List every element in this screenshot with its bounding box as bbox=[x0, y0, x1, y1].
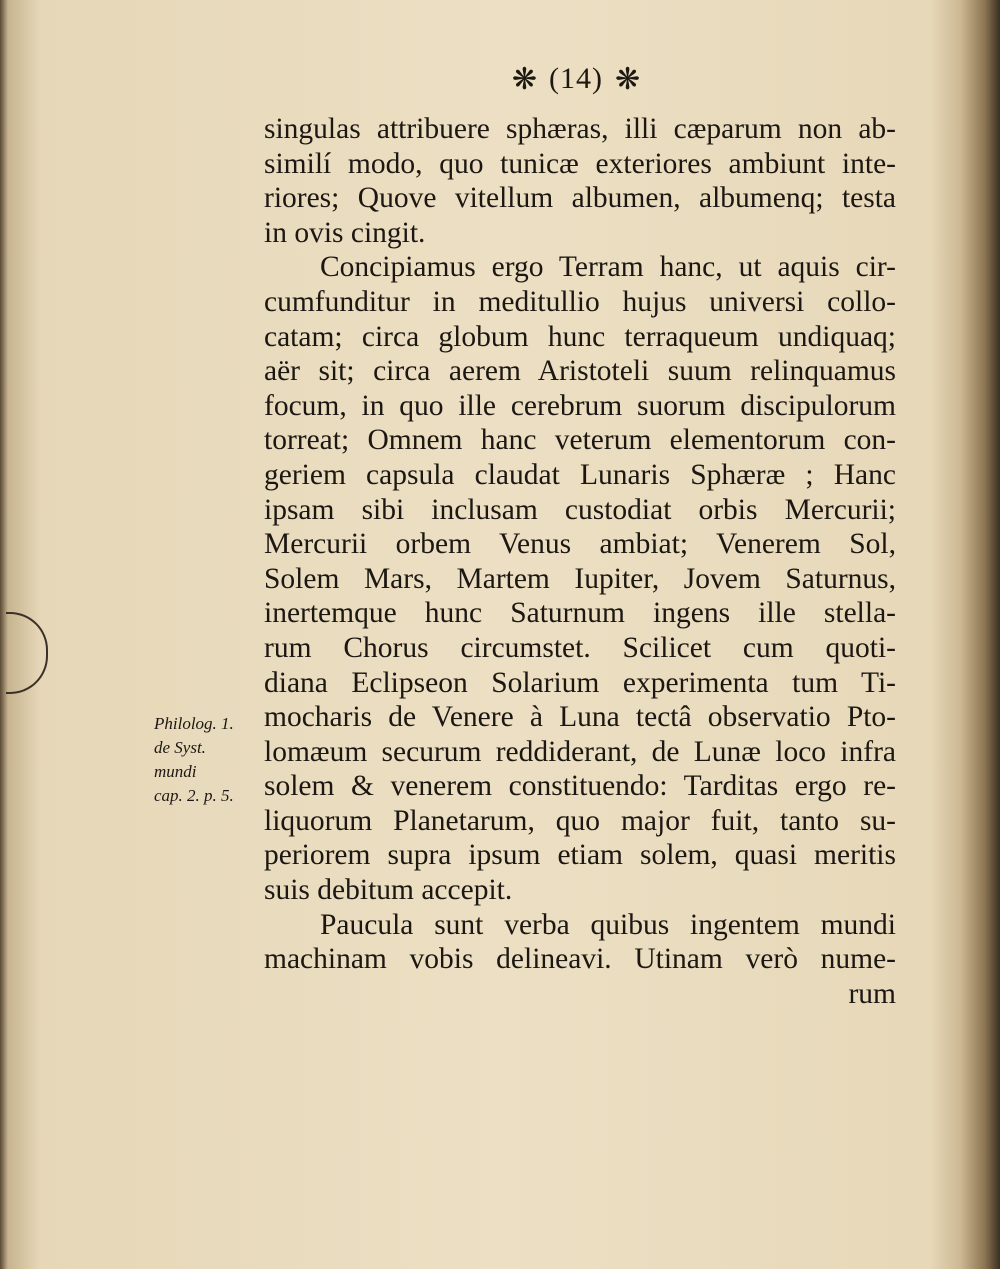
text-line: inertemque hunc Saturnum ingens ille stella- bbox=[264, 597, 896, 630]
text-line: Concipiamus ergo Terram hanc, ut aquis cir- bbox=[320, 251, 896, 284]
text-line: aër sit; circa aerem Aristoteli suum relinquamus bbox=[264, 355, 896, 388]
text-line: suis debitum accepit. bbox=[264, 874, 513, 907]
text-line: Solem Mars, Martem Iupiter, Jovem Saturnus, bbox=[264, 562, 896, 595]
text-line: mocharis de Venere à Luna tectâ observatio Pto- bbox=[264, 701, 896, 734]
text-line: riores; Quove vitellum albumen, albumenq; testa bbox=[264, 182, 896, 215]
text-line: torreat; Omnem hanc veterum elementorum con- bbox=[264, 424, 896, 457]
marginal-note-line: Philolog. 1. bbox=[154, 714, 234, 733]
book-page bbox=[6, 0, 966, 1269]
text-line: periorem supra ipsum etiam solem, quasi meritis bbox=[264, 839, 896, 872]
text-line: singulas attribuere sphæras, illi cæparum non ab- bbox=[264, 113, 896, 145]
ornament-left-icon: ❋ bbox=[511, 61, 537, 97]
text-line: solem & venerem constituendo: Tarditas ergo re- bbox=[264, 770, 896, 803]
page-header bbox=[476, 58, 676, 100]
catchword: rum bbox=[848, 977, 896, 1010]
text-line: similí modo, quo tunicæ exteriores ambiunt inte- bbox=[264, 147, 896, 180]
text-line: Mercurii orbem Venus ambiat; Venerem Sol, bbox=[264, 528, 896, 561]
marginal-note bbox=[154, 712, 264, 808]
marginal-note-line: cap. 2. p. 5. bbox=[154, 786, 234, 805]
text-line: focum, in quo ille cerebrum suorum discipulorum bbox=[264, 389, 896, 422]
text-line: cumfunditur in meditullio hujus universi collo- bbox=[264, 285, 896, 318]
text-line: geriem capsula claudat Lunaris Sphæræ ; Hanc bbox=[264, 458, 896, 491]
ornament-right-icon: ❋ bbox=[614, 61, 641, 97]
text-line: lomæum securum reddiderant, de Lunæ loco infra bbox=[264, 735, 896, 768]
text-line: in ovis cingit. bbox=[264, 216, 426, 249]
text-line: rum Chorus circumstet. Scilicet cum quoti- bbox=[264, 631, 896, 664]
text-line: ipsam sibi inclusam custodiat orbis Mercurii; bbox=[264, 493, 896, 526]
page-edge-tab bbox=[6, 612, 48, 694]
text-line: catam; circa globum hunc terraqueum undiquaq; bbox=[264, 320, 896, 353]
body-text bbox=[264, 112, 896, 1011]
text-line: Paucula sunt verba quibus ingentem mundi bbox=[320, 908, 896, 941]
page-number: (14) bbox=[549, 62, 603, 95]
text-line: machinam vobis delineavi. Utinam verò nume- bbox=[264, 943, 896, 976]
text-line: liquorum Planetarum, quo major fuit, tanto su- bbox=[264, 804, 896, 837]
marginal-note-line: de Syst. bbox=[154, 738, 206, 757]
text-line: diana Eclipseon Solarium experimenta tum Ti- bbox=[264, 666, 896, 699]
marginal-note-line: mundi bbox=[154, 762, 197, 781]
